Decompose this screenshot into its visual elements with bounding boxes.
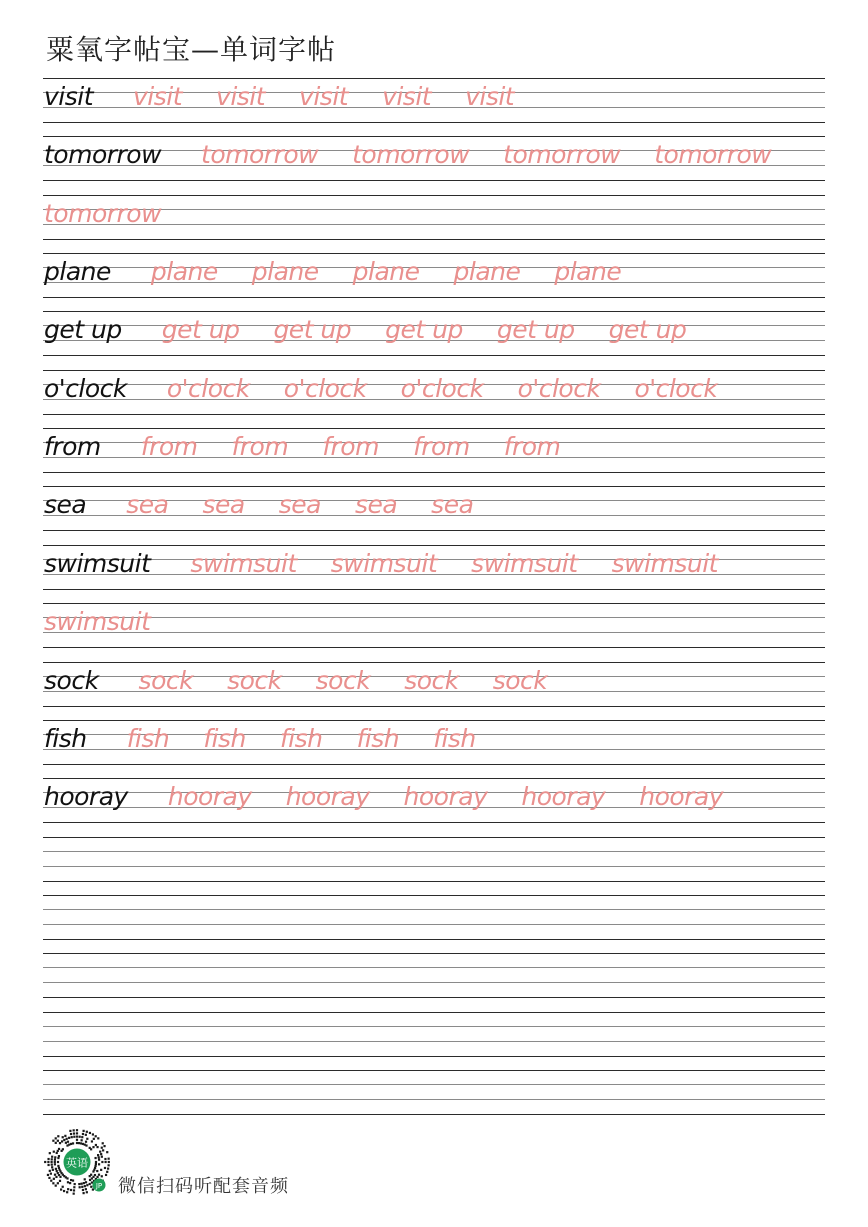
trace-word: from [503,432,561,462]
model-word: hooray [44,782,128,812]
trace-word: hooray [167,782,252,812]
writing-row [43,428,825,472]
trace-word: from [412,432,470,462]
model-word: sock [44,665,99,695]
trace-word: plane [554,257,622,287]
trace-word: get up [385,315,463,345]
writing-row [43,486,825,530]
qr-code-icon[interactable] [42,1128,112,1198]
guide-line [43,1056,825,1057]
guide-line [43,472,825,473]
trace-word: visit [465,82,515,111]
guide-line [43,720,825,721]
guide-line [43,545,825,546]
guide-line [43,370,825,371]
guide-line [43,837,825,838]
trace-word: tomorrow [503,140,621,170]
guide-line [43,617,825,618]
guide-line [43,1084,825,1085]
guide-line [43,1041,825,1042]
guide-line [43,589,825,590]
trace-word: swimsuit [611,548,718,578]
trace-word: sea [354,490,398,520]
model-word: o'clock [44,373,127,403]
trace-word: swimsuit [471,548,578,578]
trace-word: fish [203,723,246,753]
trace-word: sock [404,665,459,695]
trace-word: visit [299,82,349,111]
guide-line [43,180,825,181]
guide-line [43,953,825,954]
guide-line [43,311,825,312]
guide-line [43,967,825,968]
blank-writing-row [43,953,825,997]
guide-line [43,486,825,487]
guide-line [43,706,825,707]
guide-line [43,822,825,823]
writing-row [43,545,825,589]
guide-line [43,909,825,910]
guide-line [43,647,825,648]
trace-word: from [140,432,198,462]
qr-corner-label: JP [95,1182,103,1190]
guide-line [43,778,825,779]
trace-word: visit [382,82,432,111]
guide-line [43,428,825,429]
guide-line [43,895,825,896]
model-word: visit [44,82,94,111]
guide-line [43,1012,825,1013]
blank-writing-row [43,895,825,939]
trace-word: swimsuit [190,548,297,578]
writing-row [43,195,825,239]
trace-word: tomorrow [201,140,319,170]
guide-line [43,662,825,663]
practice-sheet [43,0,825,1227]
trace-word: plane [352,257,420,287]
model-word: swimsuit [44,548,151,578]
trace-word: sea [431,490,474,520]
guide-line [43,1099,825,1100]
guide-line [43,603,825,604]
trace-word: sea [202,490,245,520]
trace-word: o'clock [634,373,718,403]
guide-line [43,530,825,531]
trace-word: fish [279,723,323,753]
guide-line [43,78,825,79]
model-word: plane [44,257,111,287]
guide-line [43,1026,825,1027]
guide-line [43,939,825,940]
guide-line [43,414,825,415]
qr-badge-label: 英语 [66,1156,88,1170]
trace-word: hooray [403,782,488,812]
writing-row [43,720,825,764]
audio-caption: 微信扫码听配套音频 [118,1176,289,1197]
guide-line [43,982,825,983]
writing-row [43,311,825,355]
trace-word: hooray [521,782,606,812]
trace-word: visit [216,82,266,111]
trace-word: plane [251,257,319,287]
guide-line [43,297,825,298]
guide-line [43,253,825,254]
trace-word: sea [278,490,321,520]
trace-word: tomorrow [654,140,772,170]
trace-word: o'clock [283,373,367,403]
trace-word: plane [453,257,521,287]
guide-line [43,924,825,925]
guide-line [43,851,825,852]
trace-word: from [231,432,289,462]
writing-row [43,662,825,706]
trace-word: o'clock [400,373,484,403]
guide-line [43,881,825,882]
trace-word: tomorrow [352,140,470,170]
trace-word: sock [227,665,282,695]
blank-writing-row [43,1070,825,1114]
guide-line [43,195,825,196]
model-word: fish [44,723,87,753]
trace-word: sea [126,490,169,520]
trace-word: hooray [639,782,724,812]
model-word: sea [44,490,87,520]
audio-footer [42,1128,342,1198]
trace-word: swimsuit [330,548,438,578]
trace-word: sock [315,665,371,695]
writing-row [43,370,825,414]
trace-word: fish [356,723,400,753]
trace-word: fish [433,723,476,753]
trace-word: sock [138,665,194,695]
trace-word: visit [133,82,183,111]
trace-word: get up [608,315,687,345]
guide-line [43,1070,825,1071]
writing-row [43,778,825,822]
blank-writing-row [43,1012,825,1056]
trace-word: tomorrow [44,198,162,228]
guide-line [43,866,825,867]
guide-line [43,997,825,998]
trace-word: o'clock [166,373,250,403]
guide-line [43,355,825,356]
guide-line [43,239,825,240]
model-word: from [44,432,101,462]
guide-line [43,122,825,123]
trace-word: get up [161,315,240,345]
trace-word: get up [496,315,575,345]
trace-word: swimsuit [44,607,151,637]
page-title: 粟氧字帖宝—单词字帖 [46,33,337,66]
trace-word: get up [273,315,352,345]
writing-row [43,253,825,297]
guide-line [43,136,825,137]
trace-word: fish [126,723,170,753]
writing-row [43,136,825,180]
guide-line [43,1114,825,1115]
trace-word: from [322,432,379,462]
model-word: tomorrow [44,140,162,170]
trace-word: plane [150,257,218,287]
blank-writing-row [43,837,825,881]
guide-line [43,764,825,765]
trace-word: sock [492,665,548,695]
trace-word: hooray [285,782,370,812]
trace-word: o'clock [517,373,601,403]
writing-row [43,78,825,122]
writing-row [43,603,825,647]
guide-line [43,632,825,633]
model-word: get up [44,315,122,345]
